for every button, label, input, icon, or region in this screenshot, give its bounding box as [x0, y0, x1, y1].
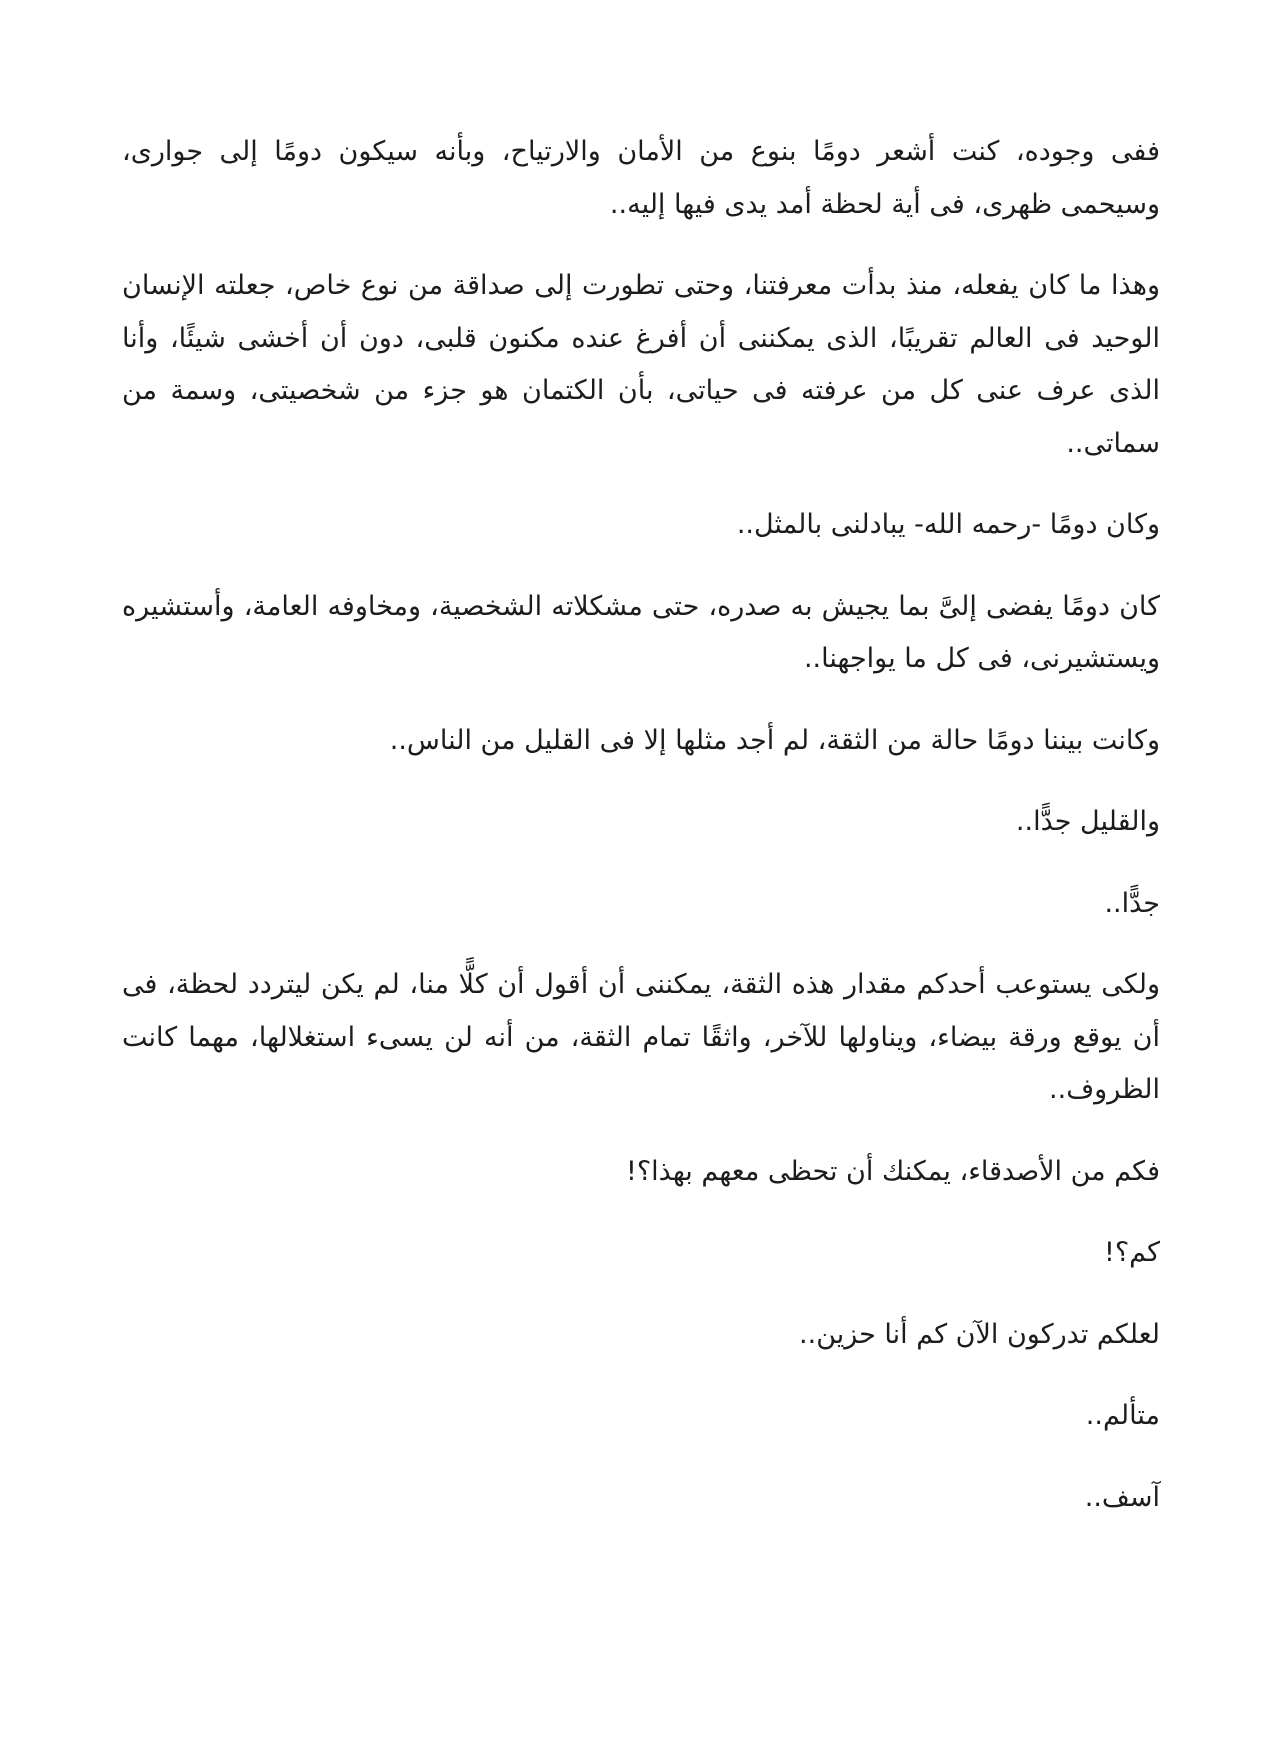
- paragraph: وهذا ما كان يفعله، منذ بدأت معرفتنا، وحتى تطورت إلى صداقة من نوع خاص، جعلته الإنسان الوحيد فى العالم تقريبًا، الذى يمكننى أن أفرغ عنده مكنون قلبى، دون أن أخشى شيئًا، وأنا الذى عرف عنى كل من عرفته فى حياتى، بأن الكتمان هو جزء من شخصيتى، وسمة من سماتى..: [122, 270, 1160, 459]
- paragraph: فكم من الأصدقاء، يمكنك أن تحظى معهم بهذا؟!: [626, 1155, 1160, 1187]
- text-column: [122, 126, 1160, 1553]
- paragraph: ولكى يستوعب أحدكم مقدار هذه الثقة، يمكننى أن أقول أن كلًّا منا، لم يكن ليتردد لحظة، فى أن يوقع ورقة بيضاء، ويناولها للآخر، واثقًا تمام الثقة، من أنه لن يسىء استغلالها، مهما كانت الظروف..: [122, 969, 1160, 1105]
- paragraph: والقليل جدًّا..: [1015, 806, 1160, 837]
- paragraph: جدًّا..: [1104, 887, 1160, 919]
- paragraph: ففى وجوده، كنت أشعر دومًا بنوع من الأمان والارتياح، وبأنه سيكون دومًا إلى جوارى، وسيحمى ظهرى، فى أية لحظة أمد يدى فيها إليه..: [122, 136, 1160, 220]
- paragraph: متألم..: [1085, 1400, 1160, 1431]
- paragraph: لعلكم تدركون الآن كم أنا حزين..: [799, 1318, 1160, 1350]
- paragraph: كم؟!: [1104, 1237, 1160, 1268]
- paragraph: كان دومًا يفضى إلىَّ بما يجيش به صدره، حتى مشكلاته الشخصية، ومخاوفه العامة، وأستشيره ويستشيرنى، فى كل ما يواجهنا..: [122, 590, 1160, 674]
- paragraph: وكانت بيننا دومًا حالة من الثقة، لم أجد مثلها إلا فى القليل من الناس..: [389, 724, 1160, 756]
- paragraph: آسف..: [1084, 1481, 1160, 1513]
- paragraph: وكان دومًا -رحمه الله- يبادلنى بالمثل..: [736, 509, 1160, 540]
